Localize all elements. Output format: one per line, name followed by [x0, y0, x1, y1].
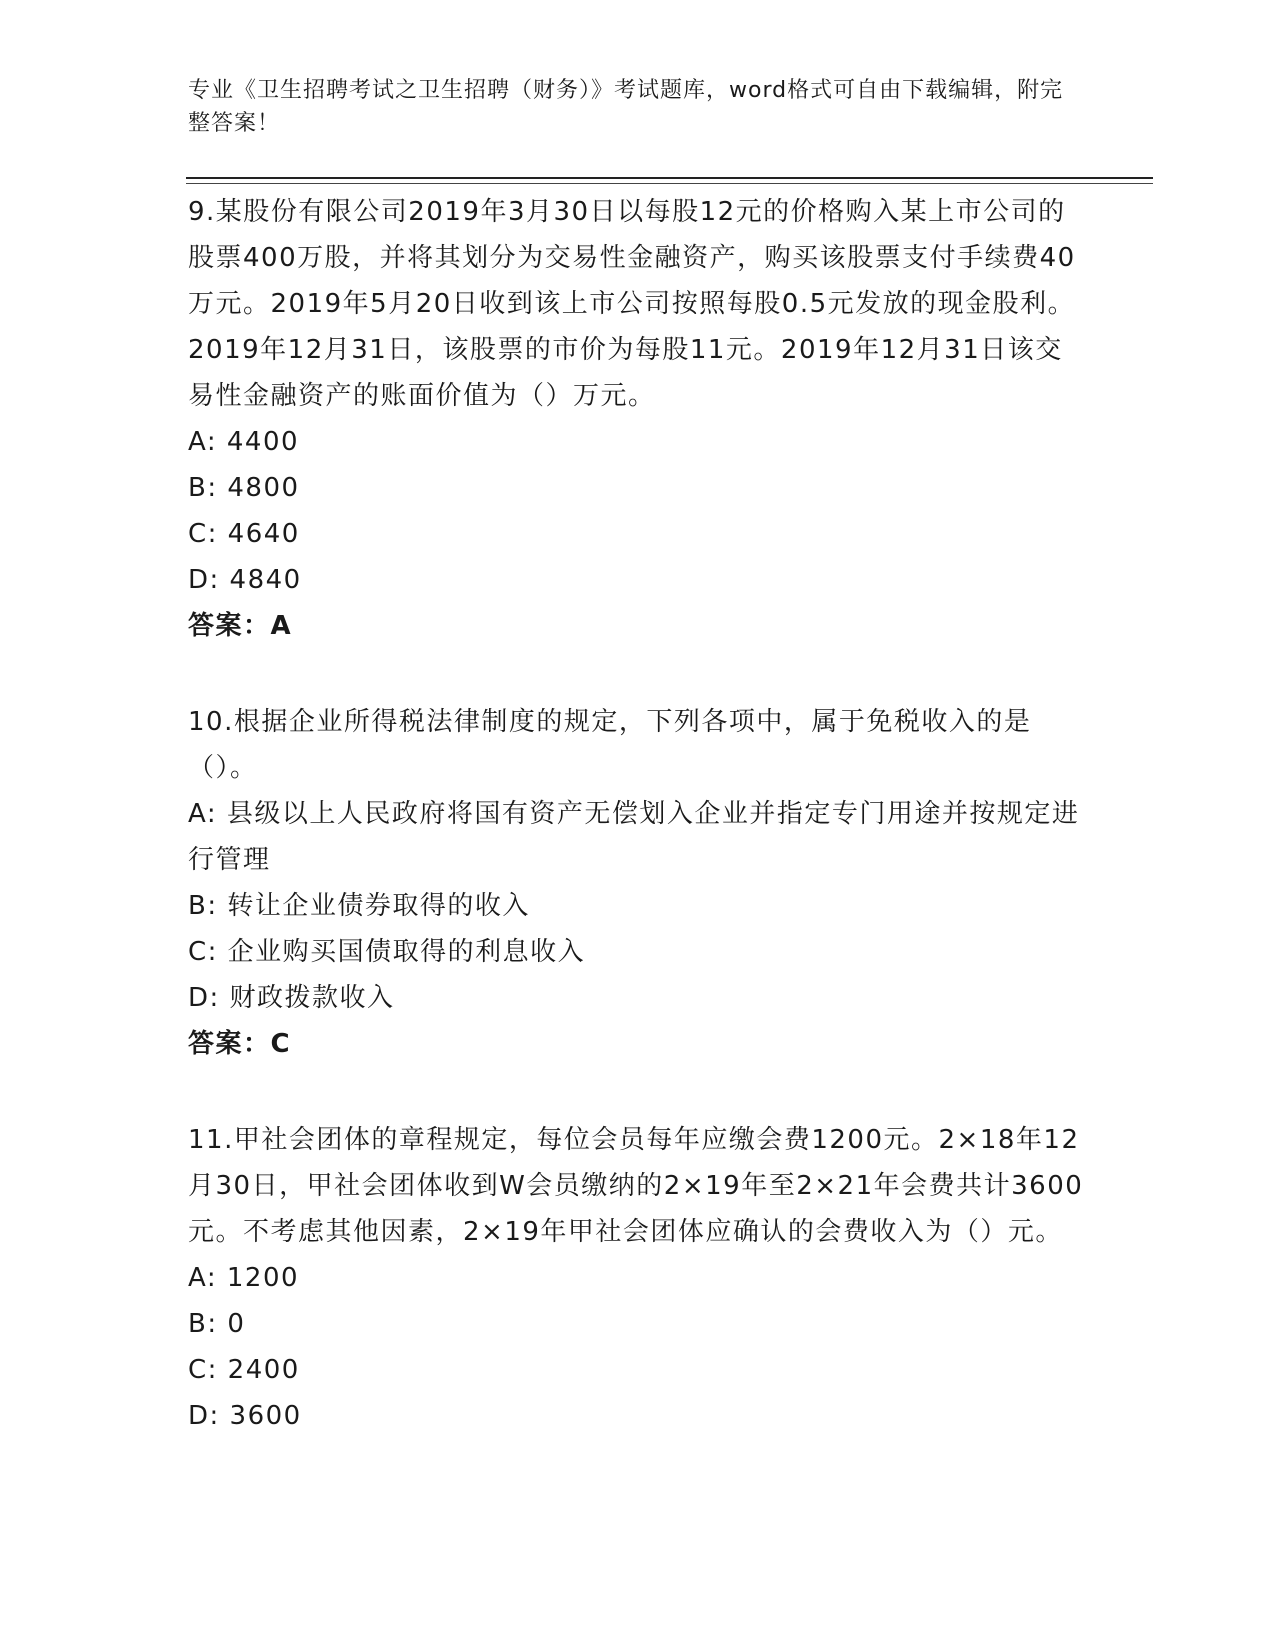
header-rule-thin	[186, 183, 1153, 184]
question-11	[188, 1117, 1088, 1439]
option-d: D: 3600	[188, 1401, 302, 1431]
option-d: D: 财政拨款收入	[188, 983, 395, 1013]
question-9	[188, 189, 1088, 649]
question-stem: 9.某股份有限公司2019年3月30日以每股12元的价格购入某上市公司的股票400万股，并将其划分为交易性金融资产，购买该股票支付手续费40万元。2019年5月20日收到该上市公司按照每股0.5元发放的现金股利。2019年12月31日，该股票的市价为每股11元。2019年12月31日该交易性金融资产的账面价值为（）万元。	[188, 197, 1076, 411]
option-b: B: 转让企业债券取得的收入	[188, 891, 530, 921]
option-a: A: 县级以上人民政府将国有资产无偿划入企业并指定专门用途并按规定进行管理	[188, 799, 1080, 875]
question-10	[188, 699, 1088, 1067]
option-c: C: 企业购买国债取得的利息收入	[188, 937, 586, 967]
page-header: 专业《卫生招聘考试之卫生招聘（财务）》考试题库，word格式可自由下载编辑，附完整答案！	[188, 78, 1064, 136]
option-a: A: 4400	[188, 427, 300, 457]
option-b: B: 4800	[188, 473, 300, 503]
answer-line: 答案：C	[188, 1029, 292, 1059]
question-stem: 10.根据企业所得税法律制度的规定，下列各项中，属于免税收入的是（）。	[188, 707, 1032, 783]
question-stem: 11.甲社会团体的章程规定，每位会员每年应缴会费1200元。2×18年12月30日，甲社会团体收到W会员缴纳的2×19年至2×21年会费共计3600元。不考虑其他因素，2×19年甲社会团体应确认的会费收入为（）元。	[188, 1125, 1084, 1247]
option-b: B: 0	[188, 1309, 246, 1339]
option-c: C: 2400	[188, 1355, 300, 1385]
question-list	[188, 189, 1088, 1489]
answer-line: 答案：A	[188, 611, 293, 641]
option-d: D: 4840	[188, 565, 302, 595]
option-c: C: 4640	[188, 519, 300, 549]
header-rule-thick	[186, 177, 1153, 179]
option-a: A: 1200	[188, 1263, 300, 1293]
